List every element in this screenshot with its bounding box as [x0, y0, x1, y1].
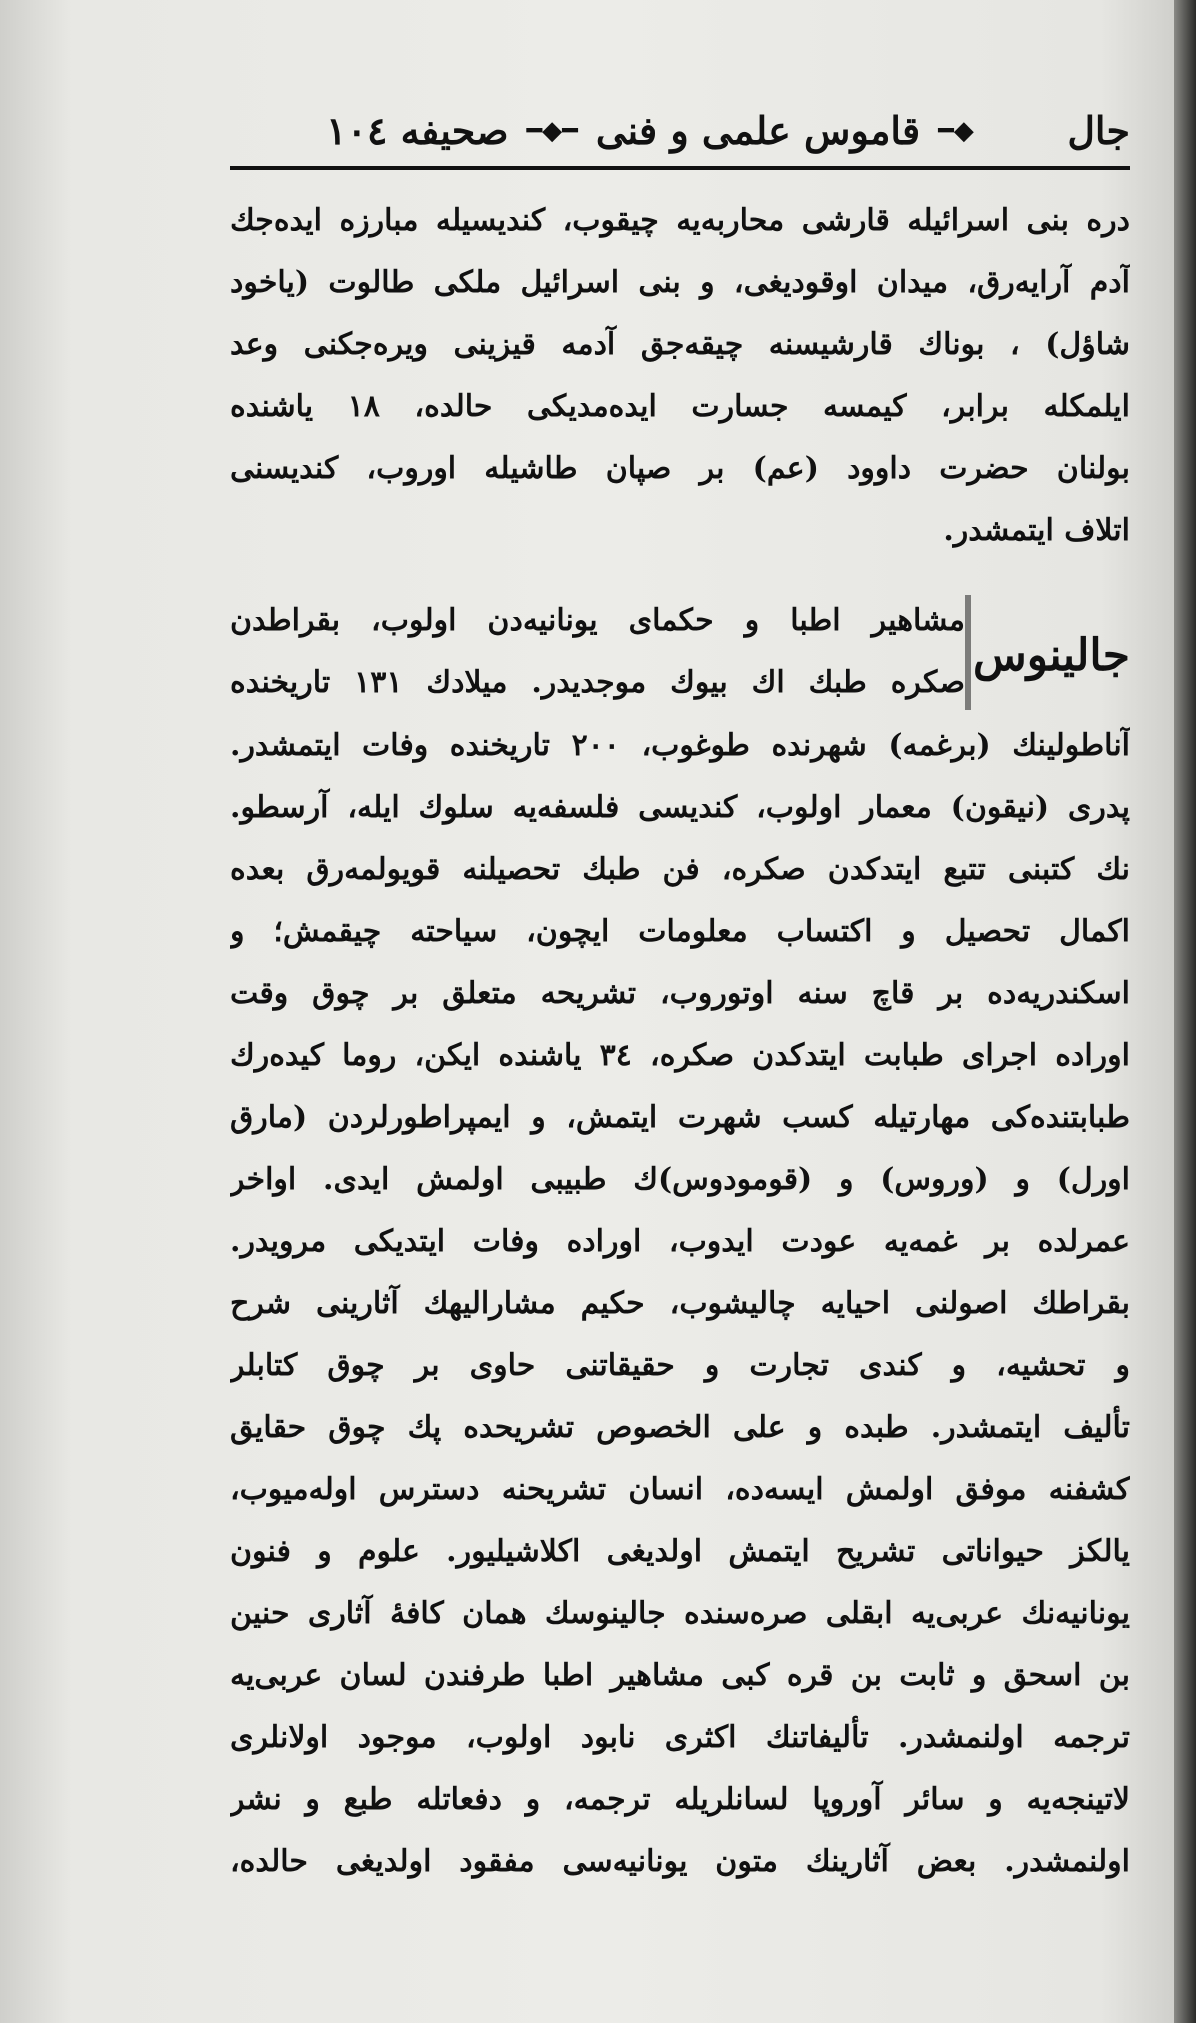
text-line: كشفنه موفق اولمش ايسه‌ده، انسان تشريحنه دسترس اوله‌ميوب،	[230, 1472, 1130, 1507]
text-line: بقراطك اصولنى احيايه چاليشوب، حكيم مشاراليهك آثارينى شرح	[230, 1286, 1130, 1321]
entry-body	[230, 714, 1130, 1892]
text-line: اسكندريه‌ده بر قاچ سنه اوتوروب، تشريحه متعلق بر چوق وقت	[230, 976, 1130, 1011]
text-line: اولنمشدر. بعض آثارينك متون يونانيه‌سى مفقود اولديغى حالده،	[230, 1844, 1130, 1879]
book-title: قاموس علمى و فنى	[595, 108, 921, 153]
text-line: آناطولينك (برغمه) شهرنده طوغوب، ٢٠٠ تاريخنده وفات ايتمشدر.	[230, 728, 1130, 763]
text-line: ايلمكله برابر، كيمسه جسارت ايده‌مديكى حالده، ١٨ ياشنده	[230, 389, 1130, 424]
text-line: ترجمه اولنمشدر. تأليفاتنك اكثرى نابود اولوب، موجود اولانلرى	[230, 1720, 1130, 1755]
text-line: آدم آرايه‌رق، ميدان اوقوديغى، و بنى اسرائيل ملكى طالوت (ياخود	[230, 265, 1130, 300]
text-line: اتلاف ايتمشدر.	[943, 513, 1130, 548]
text-line: اوراده اجراى طبابت ايتدكدن صكره، ٣٤ ياشنده ايكن، روما كيده‌رك	[230, 1038, 1130, 1073]
text-line: اورل) و (وروس) و (قومودوس)ك طبيبى اولمش ايدى. اواخر	[230, 1162, 1130, 1197]
text-line: پدرى (نيقون) معمار اولوب، كنديسى فلسفه‌يه سلوك ايله، آرسطو.	[230, 790, 1130, 825]
page-number: صحيفه ١٠٤	[326, 108, 509, 153]
text-line: بن اسحق و ثابت بن قره كبى مشاهير اطبا طرفندن لسان عربى‌يه	[230, 1658, 1130, 1693]
text-line: بولنان حضرت داوود (عم) بر صپان طاشيله اوروب، كنديسنى	[230, 451, 1130, 486]
text-line: تأليف ايتمشدر. طبده و على الخصوص تشريحده پك چوق حقايق	[230, 1410, 1130, 1445]
ornament-icon: ◆━	[938, 115, 974, 146]
entry-continuation	[230, 190, 1130, 562]
text-line: لاتينجه‌يه و سائر آوروپا لسانلريله ترجمه، و دفعاتله طبع و نشر	[230, 1782, 1130, 1817]
text-line: يالكز حيواناتى تشريح ايتمش اولديغى اكلاشيليور. علوم و فنون	[230, 1534, 1130, 1569]
text-line: شاؤل) ، بوناك قارشيسنه چيقه‌جق آدمه قيزينى ويره‌جكنى وعد	[230, 327, 1130, 362]
text-line: اكمال تحصيل و اكتساب معلومات ايچون، سياحته چيقمش؛ و	[230, 914, 1130, 949]
running-head: جال	[1067, 108, 1130, 153]
text-line: و تحشيه، و كندى تجارت و حقيقاتنى حاوى بر چوق كتابلر	[230, 1348, 1130, 1383]
text-line: عمرلده بر غمه‌يه عودت ايدوب، اوراده وفات ايتديكى مرويدر.	[230, 1224, 1130, 1259]
text-line: مشاهير اطبا و حكماى يونانيه‌دن اولوب، بقراطدن	[230, 603, 965, 638]
text-line: نك كتبنى تتبع ايتدكدن صكره، فن طبك تحصيلنه قويولمه‌رق بعده	[230, 852, 1130, 887]
header-rule	[230, 166, 1130, 170]
text-line: طبابتنده‌كى مهارتيله كسب شهرت ايتمش، و ايمپراطورلردن (مارق	[230, 1100, 1130, 1135]
entry-marker	[965, 595, 971, 710]
text-line: صكره طبك اك بيوك موجديدر. ميلادك ١٣١ تاريخنده	[230, 665, 965, 700]
header-title-line	[320, 108, 980, 153]
page-binding-edge	[1174, 0, 1196, 2023]
page-header	[230, 100, 1130, 170]
text-line: يونانيه‌نك عربى‌يه ابقلى صره‌سنده جالينوسك همان كافهٔ آثارى حنين	[230, 1596, 1130, 1631]
ornament-icon: ━◆━	[526, 115, 578, 146]
entry-headword: جالينوس	[972, 630, 1130, 681]
entry-side-text	[230, 590, 965, 714]
text-line: دره بنى اسرائيله قارشى محاربه‌يه چيقوب، كنديسيله مبارزه ايده‌جك	[230, 203, 1130, 238]
